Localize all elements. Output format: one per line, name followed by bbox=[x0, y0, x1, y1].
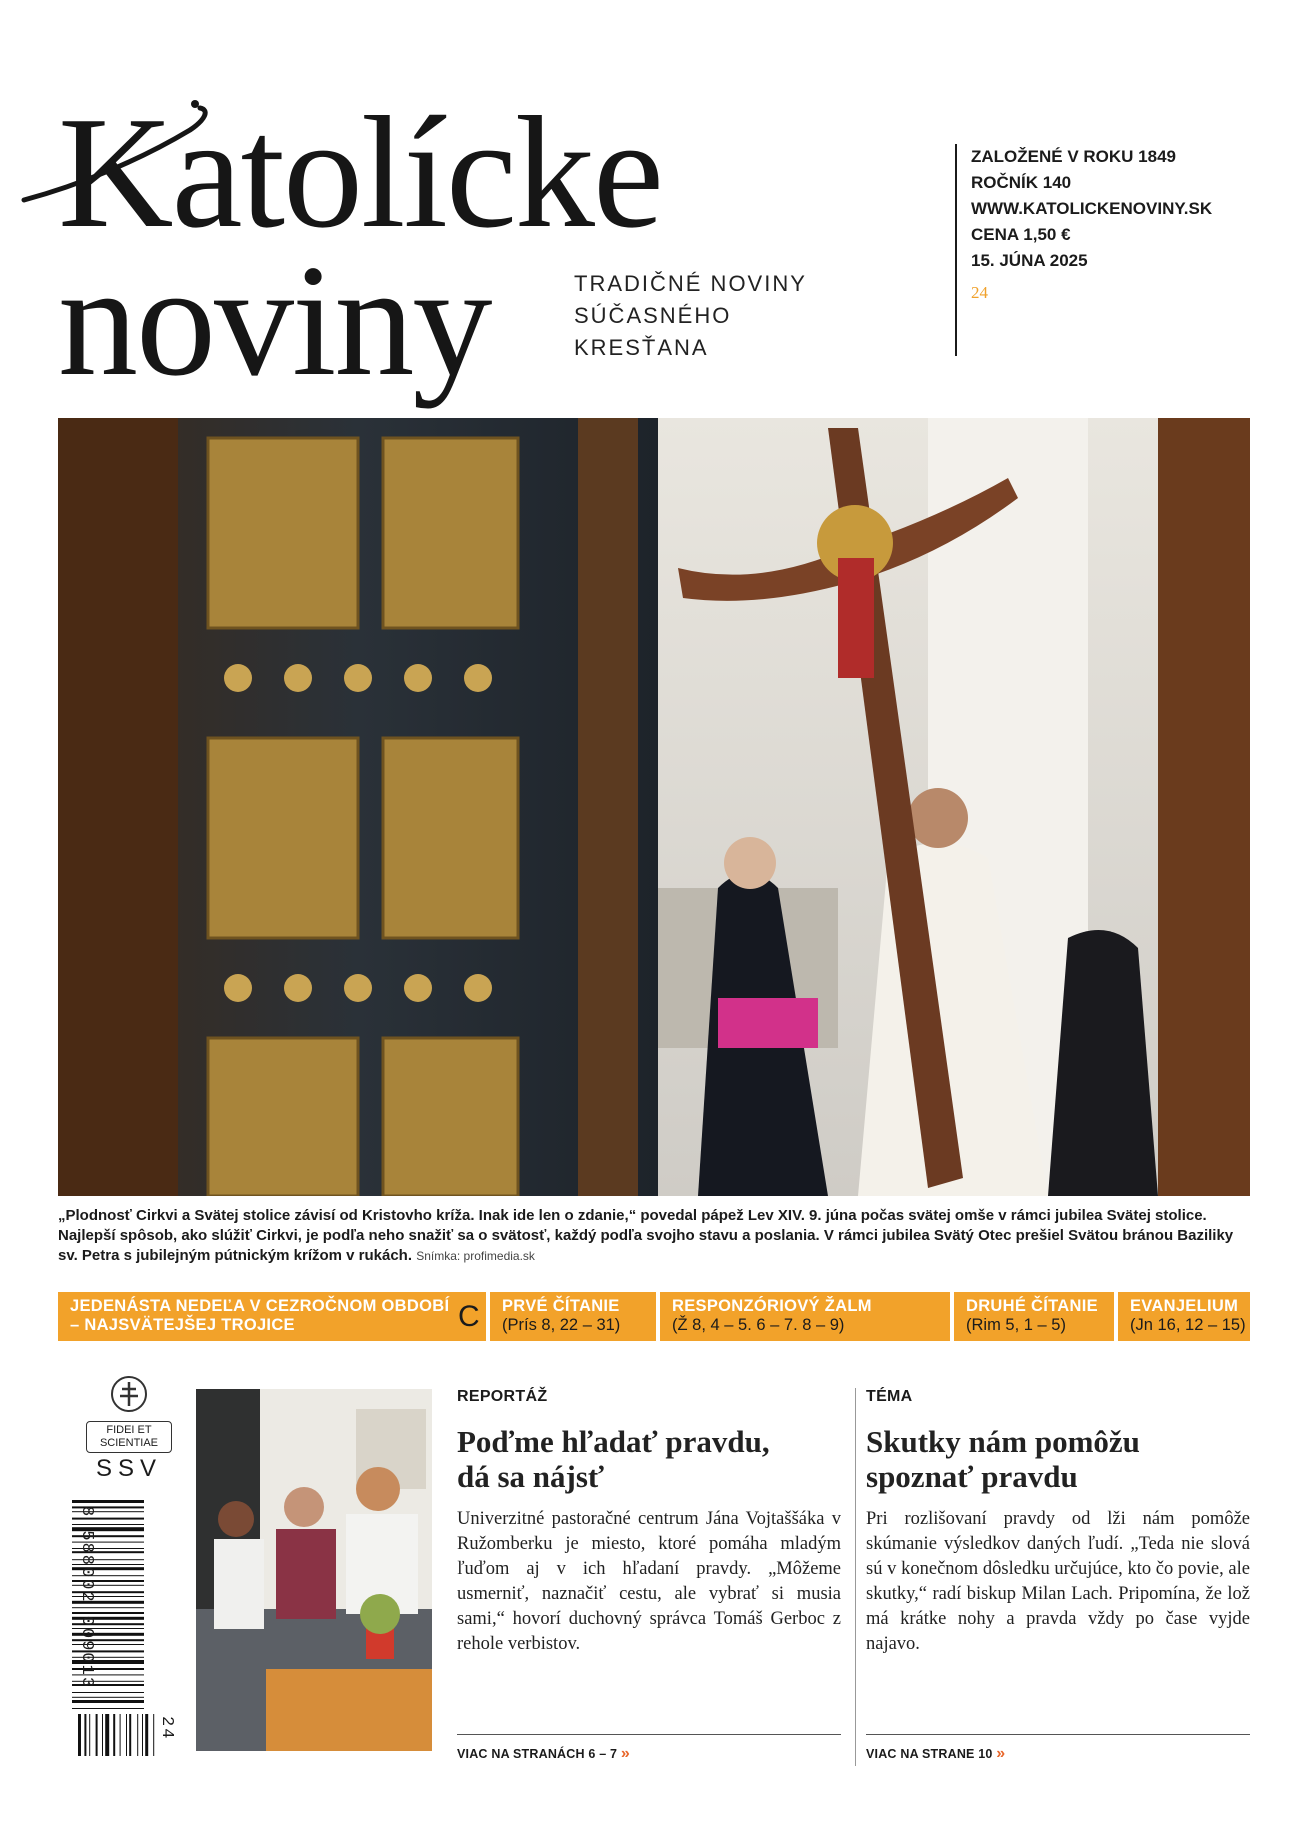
masthead-title-line2: noviny bbox=[58, 231, 491, 409]
reading-label: RESPONZÓRIOVÝ ŽALM bbox=[672, 1297, 872, 1315]
caption-text: „Plodnosť Cirkvi a Svätej stolice závisí od Kristovho kríža. Inak ide len o zdanie,“ povedal pápež Lev XIV. 9. júna počas svätej omše v rámci jubilea Svätej stolice. Najlepší spôsob, ako slúžiť Cirkvi, je podľa neho snažiť sa o svätosť, každý podľa svojho stavu a poslania. V rámci jubilea Svätý Otec prešiel Svätou bránou Baziliky sv. Petra s jubilejným pútnickým krížom v rukách. bbox=[58, 1207, 1234, 1264]
barcode-bar bbox=[153, 1714, 154, 1756]
reading-gospel bbox=[1118, 1292, 1250, 1341]
barcode-bar bbox=[120, 1714, 121, 1756]
barcode-bar bbox=[72, 1697, 144, 1698]
barcode-bar bbox=[137, 1714, 138, 1756]
barcode-bar bbox=[89, 1714, 90, 1756]
reportaz-more-link[interactable] bbox=[457, 1745, 630, 1763]
tema-text: Pri rozlišovaní pravdy od lži nám pomôže skúmanie výsledkov daných ľudí. „Teda nie slová sú v konečnom dôsledku určujúce, kto čo povie, ale skutky,“ radí biskup Milan Lach. Pripomína, že lož má krátke nohy a pravda vždy po čase vyjde najavo. bbox=[866, 1509, 1250, 1654]
sunday-line2: – NAJSVÄTEJŠEJ TROJICE bbox=[70, 1316, 295, 1334]
issue-volume: ROČNÍK 140 bbox=[971, 173, 1072, 192]
tema-headline[interactable] bbox=[866, 1424, 1140, 1494]
reading-label: EVANJELIUM bbox=[1130, 1297, 1239, 1315]
badge-motto bbox=[86, 1421, 172, 1453]
reading-psalm bbox=[660, 1292, 950, 1341]
tema-label: TÉMA bbox=[866, 1388, 913, 1405]
barcode-bar bbox=[126, 1714, 127, 1756]
issue-founded: ZALOŽENÉ V ROKU 1849 bbox=[971, 147, 1176, 166]
badge-acronym: SSV bbox=[95, 1455, 163, 1482]
double-chevron-right-icon: » bbox=[996, 1745, 1006, 1762]
barcode-bar bbox=[145, 1714, 148, 1756]
barcode-bar bbox=[102, 1714, 103, 1756]
reading-ref: (Rim 5, 1 – 5) bbox=[966, 1316, 1066, 1334]
more-label: VIAC NA STRANÁCH 6 – 7 bbox=[457, 1747, 618, 1761]
photo-credit: Snímka: profimedia.sk bbox=[416, 1249, 535, 1263]
headline-line: dá sa nájsť bbox=[457, 1459, 605, 1494]
barcode-bar bbox=[78, 1714, 81, 1756]
ssv-badge bbox=[80, 1374, 178, 1483]
barcode-bar bbox=[72, 1700, 144, 1703]
reading-label: DRUHÉ ČÍTANIE bbox=[966, 1297, 1098, 1315]
motto-line: FIDEI ET bbox=[106, 1424, 152, 1436]
reportaz-label: REPORTÁŽ bbox=[457, 1388, 548, 1405]
hero-caption bbox=[58, 1206, 1250, 1266]
sunday-line1: JEDENÁSTA NEDEĽA V CEZROČNOM OBDOBÍ bbox=[70, 1297, 450, 1315]
barcode-bar bbox=[84, 1714, 86, 1756]
reportaz-photo bbox=[196, 1389, 432, 1751]
issue-date: 15. JÚNA 2025 bbox=[971, 251, 1088, 270]
divider bbox=[457, 1734, 841, 1735]
headline-line: Poďme hľadať pravdu, bbox=[457, 1424, 770, 1459]
double-chevron-right-icon: » bbox=[620, 1745, 631, 1762]
barcode-bar bbox=[129, 1714, 131, 1756]
hero-photo bbox=[58, 418, 1250, 1196]
liturgy-cycle: C bbox=[458, 1300, 480, 1333]
issue-number: 24 bbox=[971, 283, 988, 302]
tagline-line: KRESŤANA bbox=[574, 335, 709, 360]
headline-line: spoznať pravdu bbox=[866, 1459, 1078, 1494]
masthead-title-line1: Katolícke bbox=[58, 83, 662, 261]
reading-ref: (Prís 8, 22 – 31) bbox=[502, 1316, 621, 1334]
issue-website[interactable]: WWW.KATOLICKENOVINY.SK bbox=[971, 199, 1213, 218]
tagline-line: TRADIČNÉ NOVINY bbox=[574, 271, 807, 296]
barcode-bar bbox=[72, 1692, 144, 1693]
column-divider bbox=[855, 1388, 856, 1766]
reportaz-text: Univerzitné pastoračné centrum Jána Vojtaššáka v Ružomberku je miesto, ktoré pomáha mladým ľuďom aj v ich hľadaní pravdy. „Môžeme usmerniť, naznačiť cestu, ale vybrať si musia sami,“ hovorí duchovný správca Tomáš Gerboc z rehole verbistov. bbox=[457, 1509, 841, 1654]
issue-barcode-digits: 24 bbox=[157, 1716, 176, 1741]
barcode-bar bbox=[113, 1714, 115, 1756]
issue-info bbox=[955, 144, 1212, 356]
motto-line: SCIENTIAE bbox=[99, 1437, 159, 1449]
barcode-bar bbox=[96, 1714, 98, 1756]
reading-first bbox=[490, 1292, 656, 1341]
tema-more-link[interactable] bbox=[866, 1745, 1005, 1763]
reading-ref: (Ž 8, 4 – 5. 6 – 7. 8 – 9) bbox=[672, 1316, 845, 1334]
barcode-digits: 8 588002 009013 bbox=[77, 1506, 96, 1690]
reading-second bbox=[954, 1292, 1114, 1341]
barcode-bar bbox=[72, 1708, 144, 1709]
masthead-tagline bbox=[574, 268, 807, 364]
issue-price: CENA 1,50 € bbox=[971, 225, 1071, 244]
barcode-bar bbox=[105, 1714, 109, 1756]
barcode-bar bbox=[72, 1500, 144, 1503]
more-label: VIAC NA STRANE 10 bbox=[866, 1747, 993, 1761]
reading-label: PRVÉ ČÍTANIE bbox=[502, 1297, 620, 1315]
tagline-line: SÚČASNÉHO bbox=[574, 303, 732, 328]
barcode-bar bbox=[142, 1714, 143, 1756]
reportaz-headline[interactable] bbox=[457, 1424, 770, 1494]
liturgy-sunday bbox=[58, 1292, 486, 1341]
cross-emblem-icon bbox=[109, 1374, 149, 1414]
reading-ref: (Jn 16, 12 – 15) bbox=[1130, 1316, 1246, 1334]
divider bbox=[866, 1734, 1250, 1735]
headline-line: Skutky nám pomôžu bbox=[866, 1424, 1140, 1459]
issue-barcode-bars bbox=[78, 1714, 156, 1756]
